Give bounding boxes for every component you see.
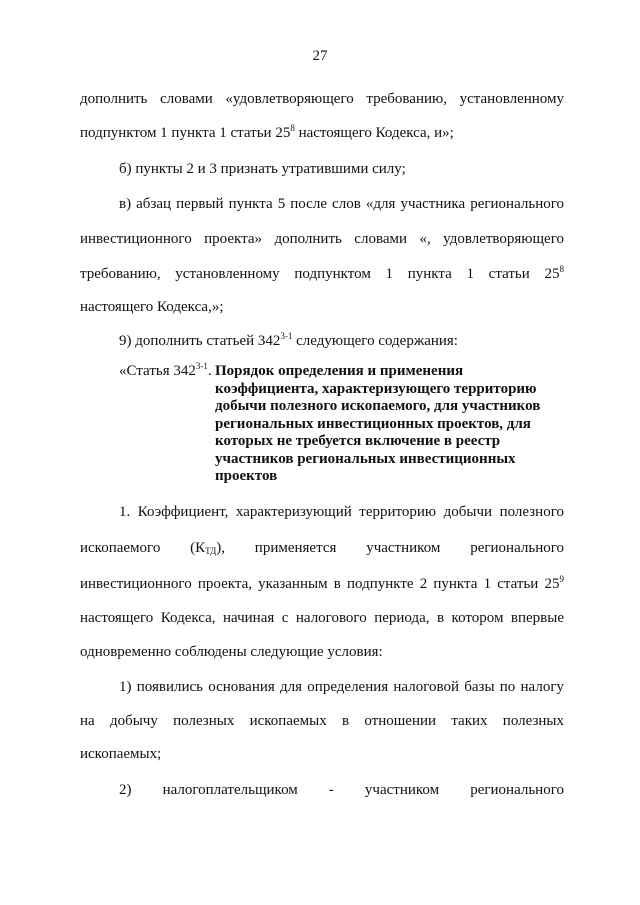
text-line: ископаемых; [80,746,162,762]
text-line: 1. Коэффициент, характеризующий территорию добычи полезного [119,504,564,520]
article-title: Порядок определения и применения коэффициента, характеризующего территорию добычи полезного ископаемого, для участников региональных инвестиционных проектов, для которых не требуется включение в реестр участников региональных инвестиционных проектов [215,363,541,484]
text-line: в) абзац первый пункта 5 после слов «для участника регионального [119,196,564,212]
text-line: подпунктом 1 пункта 1 статьи $25^8$ настоящего Кодекса, и»; [80,123,454,141]
text-line: одновременно соблюдены следующие условия: [80,644,383,660]
article-number: «Статья 342$^{3-1}$. [119,361,212,379]
text-line: инвестиционного проекта» дополнить словами «, удовлетворяющего [80,231,564,247]
page-number: 27 [312,48,328,64]
text-line: ископаемого $(К_{ТД})$, применяется участником регионального [80,540,565,556]
text-line: 9) дополнить статьей 342$^{3-1}$ следующего содержания: [119,331,458,349]
text-line: 2) налогоплательщиком - участником регионального [119,782,564,798]
text-line: инвестиционного проекта, указанным в подпункте 2 пункта 1 статьи $25^9$ [80,574,564,592]
text-line: настоящего Кодекса,»; [80,299,224,315]
text-line: б) пункты 2 и 3 признать утратившими силу; [119,161,406,177]
text-line: на добычу полезных ископаемых в отношении таких полезных [80,713,564,729]
text-line: 1) появились основания для определения налоговой базы по налогу [119,679,564,695]
text-line: дополнить словами «удовлетворяющего требованию, установленному [80,91,564,107]
text-line: настоящего Кодекса, начиная с налогового периода, в котором впервые [80,610,564,626]
text-line: требованию, установленному подпунктом 1 пункта 1 статьи $25^8$ [80,264,564,282]
